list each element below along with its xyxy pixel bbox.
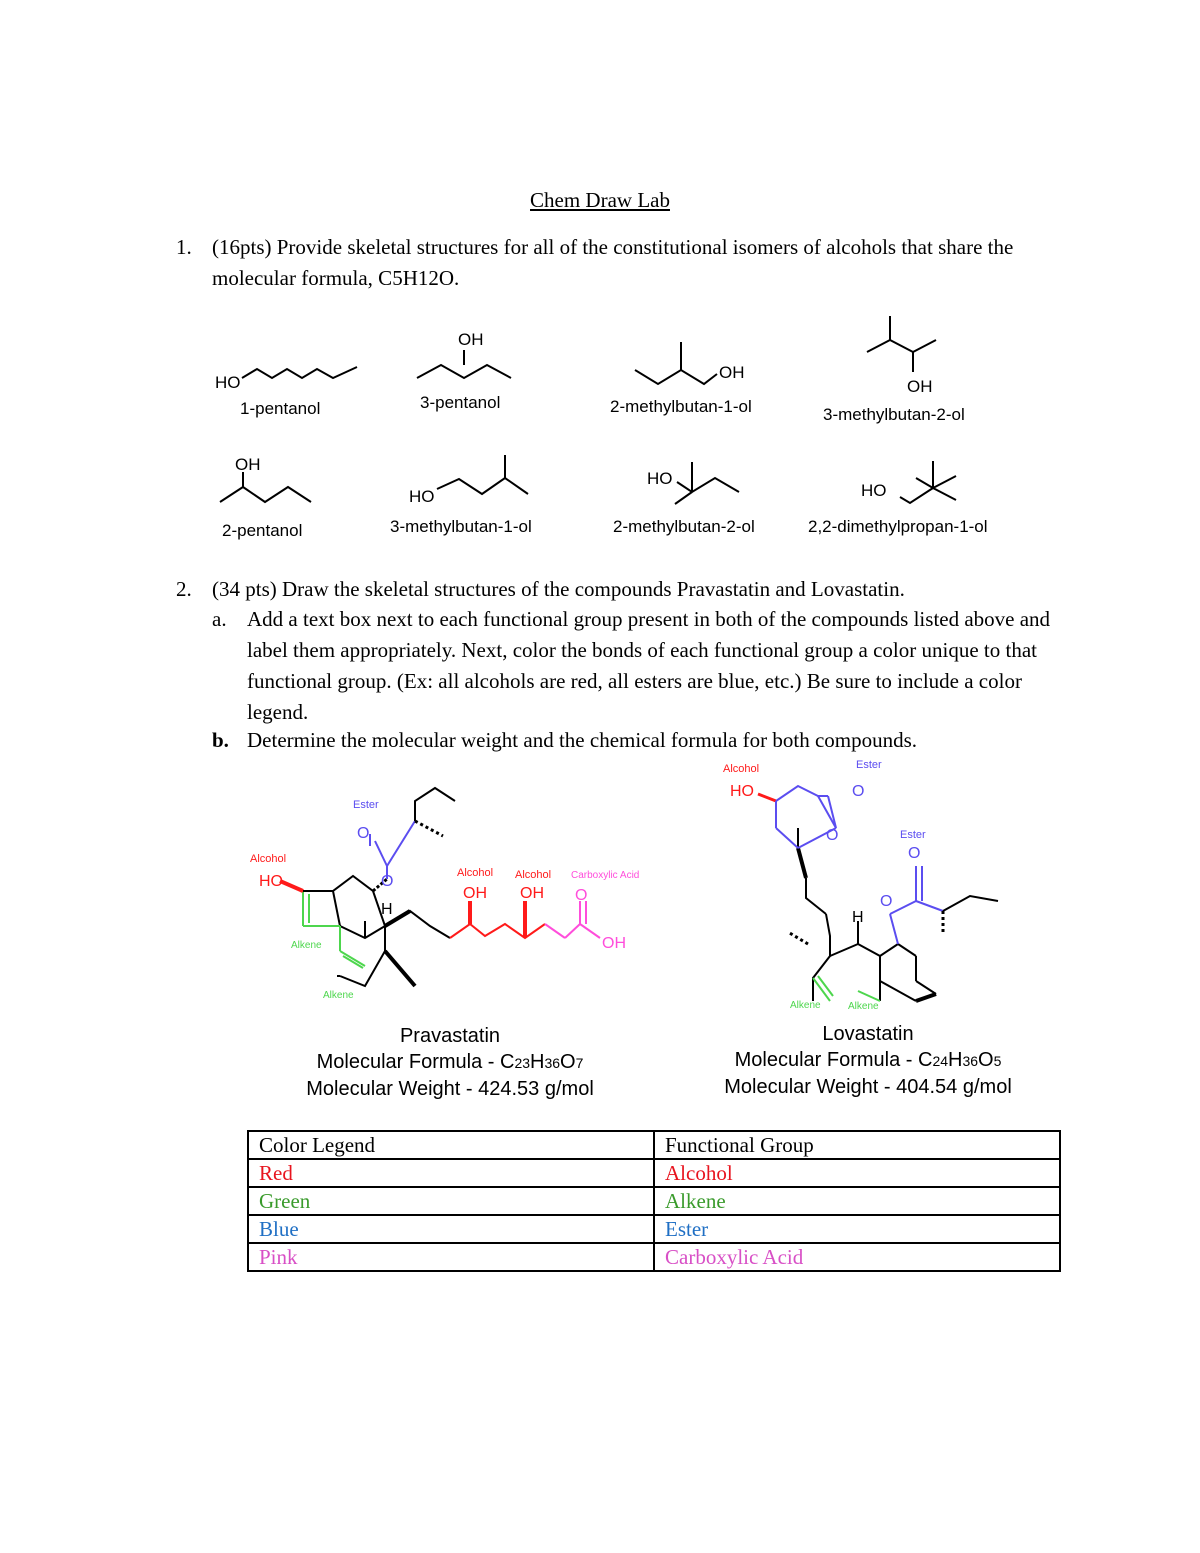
bond-line bbox=[242, 367, 357, 378]
group-name-cell: Alkene bbox=[654, 1187, 1060, 1215]
pravastatin-o-label: O bbox=[357, 825, 370, 842]
question-2-number: 2. bbox=[176, 577, 192, 601]
lovastatin-info bbox=[688, 1021, 1048, 1100]
lovastatin-weight: Molecular Weight - 404.54 g/mol bbox=[724, 1076, 1012, 1098]
isomer-name: 2-methylbutan-2-ol bbox=[613, 517, 755, 536]
lovastatin-alkene-label: Alkene bbox=[848, 1001, 879, 1012]
question-2b-text: Determine the molecular weight and the chemical formula for both compounds. bbox=[247, 728, 918, 752]
isomer-oh-label: OH bbox=[719, 363, 745, 382]
pravastatin-oh-label: OH bbox=[463, 885, 487, 902]
pravastatin-alcohol-label: Alcohol bbox=[515, 869, 552, 881]
isomer-name: 3-methylbutan-1-ol bbox=[390, 517, 532, 536]
group-name-cell: Ester bbox=[654, 1215, 1060, 1243]
isomer-oh-label: HO bbox=[861, 481, 887, 500]
group-name-cell: Carboxylic Acid bbox=[654, 1243, 1060, 1271]
pravastatin-alkene-label: Alkene bbox=[291, 940, 322, 951]
isomer-oh-label: HO bbox=[215, 373, 241, 392]
pravastatin-name: Pravastatin bbox=[399, 1025, 501, 1047]
page-title: Chem Draw Lab bbox=[530, 188, 670, 212]
isomer-oh-label: OH bbox=[907, 377, 933, 396]
color-name-cell: Green bbox=[248, 1187, 654, 1215]
bond-line bbox=[220, 487, 311, 502]
lovastatin-ester-label: Ester bbox=[856, 759, 882, 771]
pravastatin-o-label: O bbox=[381, 873, 394, 890]
question-1-text: (16pts) Provide skeletal structures for all of the constitutional isomers of alcohols that share the molecular formula, C5H12O. bbox=[212, 235, 1014, 290]
table-row bbox=[248, 1159, 1060, 1187]
table-row bbox=[248, 1215, 1060, 1243]
pravastatin-ester-label: Ester bbox=[353, 799, 379, 811]
table-header-cell: Color Legend bbox=[248, 1131, 654, 1159]
color-name-cell: Red bbox=[248, 1159, 654, 1187]
question-2a-text: Add a text box next to each functional group present in both of the compounds listed above and label them appropriately. Next, color the bonds of each functional group a color unique to that functional group. (Ex: all alcohols are red, all esters are blue, etc.) Be sure to include a color legend. bbox=[247, 607, 1051, 724]
isomer-name: 1-pentanol bbox=[240, 399, 321, 418]
bond-line bbox=[677, 478, 739, 492]
color-name-cell: Blue bbox=[248, 1215, 654, 1243]
color-legend-table bbox=[247, 1130, 1061, 1272]
isomer-oh-label: HO bbox=[647, 469, 673, 488]
question-2b-label: b. bbox=[212, 728, 229, 752]
pravastatin-o-label: O bbox=[575, 887, 588, 904]
lovastatin-o-label: O bbox=[852, 783, 865, 800]
lovastatin-o-label: O bbox=[826, 827, 839, 844]
pravastatin-acid-label: Carboxylic Acid bbox=[571, 870, 640, 881]
lovastatin-o-label: O bbox=[880, 893, 893, 910]
pravastatin-weight: Molecular Weight - 424.53 g/mol bbox=[306, 1078, 594, 1100]
question-2a-label: a. bbox=[212, 607, 227, 631]
isomer-name: 3-pentanol bbox=[420, 393, 501, 412]
lovastatin-structure bbox=[718, 756, 1018, 1016]
group-name-cell: Alcohol bbox=[654, 1159, 1060, 1187]
formula-value: C23H36O7 bbox=[499, 1051, 584, 1073]
isomer-structures bbox=[195, 312, 1035, 552]
pravastatin-oh-label: OH bbox=[602, 935, 626, 952]
question-1-number: 1. bbox=[176, 235, 192, 259]
pravastatin-info bbox=[270, 1023, 630, 1102]
lovastatin-alcohol-label: Alcohol bbox=[723, 763, 760, 775]
pravastatin-alkene-label: Alkene bbox=[323, 990, 354, 1001]
bond-line bbox=[900, 488, 933, 503]
formula-label: Molecular Formula - bbox=[734, 1049, 918, 1071]
lovastatin-ester-label: Ester bbox=[900, 829, 926, 841]
isomer-name: 2,2-dimethylpropan-1-ol bbox=[808, 517, 988, 536]
table-row bbox=[248, 1243, 1060, 1271]
isomer-oh-label: OH bbox=[235, 455, 261, 474]
pravastatin-ho-label: HO bbox=[259, 873, 283, 890]
bond-line bbox=[417, 365, 511, 378]
pravastatin-h-label: H bbox=[381, 901, 393, 918]
pravastatin-oh-label: OH bbox=[520, 885, 544, 902]
formula-label: Molecular Formula - bbox=[316, 1051, 500, 1073]
bond-line bbox=[437, 478, 528, 494]
bond-line bbox=[635, 370, 717, 384]
isomer-name: 3-methylbutan-2-ol bbox=[823, 405, 965, 424]
color-name-cell: Pink bbox=[248, 1243, 654, 1271]
question-2-text: (34 pts) Draw the skeletal structures of the compounds Pravastatin and Lovastatin. bbox=[212, 577, 905, 601]
lovastatin-h-label: H bbox=[852, 909, 864, 926]
table-header-cell: Functional Group bbox=[654, 1131, 1060, 1159]
lovastatin-alkene-label: Alkene bbox=[790, 1000, 821, 1011]
lovastatin-name: Lovastatin bbox=[822, 1023, 914, 1045]
pravastatin-formula bbox=[270, 1049, 630, 1076]
isomer-oh-label: HO bbox=[409, 487, 435, 506]
isomer-oh-label: OH bbox=[458, 330, 484, 349]
lovastatin-ho-label: HO bbox=[730, 783, 754, 800]
isomer-name: 2-methylbutan-1-ol bbox=[610, 397, 752, 416]
pravastatin-structure bbox=[245, 776, 675, 1016]
isomer-name: 2-pentanol bbox=[222, 521, 303, 540]
bond-line bbox=[867, 340, 936, 352]
table-header-row bbox=[248, 1131, 1060, 1159]
table-row bbox=[248, 1187, 1060, 1215]
pravastatin-alcohol-label: Alcohol bbox=[250, 853, 287, 865]
lovastatin-formula bbox=[688, 1047, 1048, 1074]
formula-value: C24H36O5 bbox=[917, 1049, 1002, 1071]
lovastatin-o-label: O bbox=[908, 845, 921, 862]
pravastatin-alcohol-label: Alcohol bbox=[457, 867, 494, 879]
